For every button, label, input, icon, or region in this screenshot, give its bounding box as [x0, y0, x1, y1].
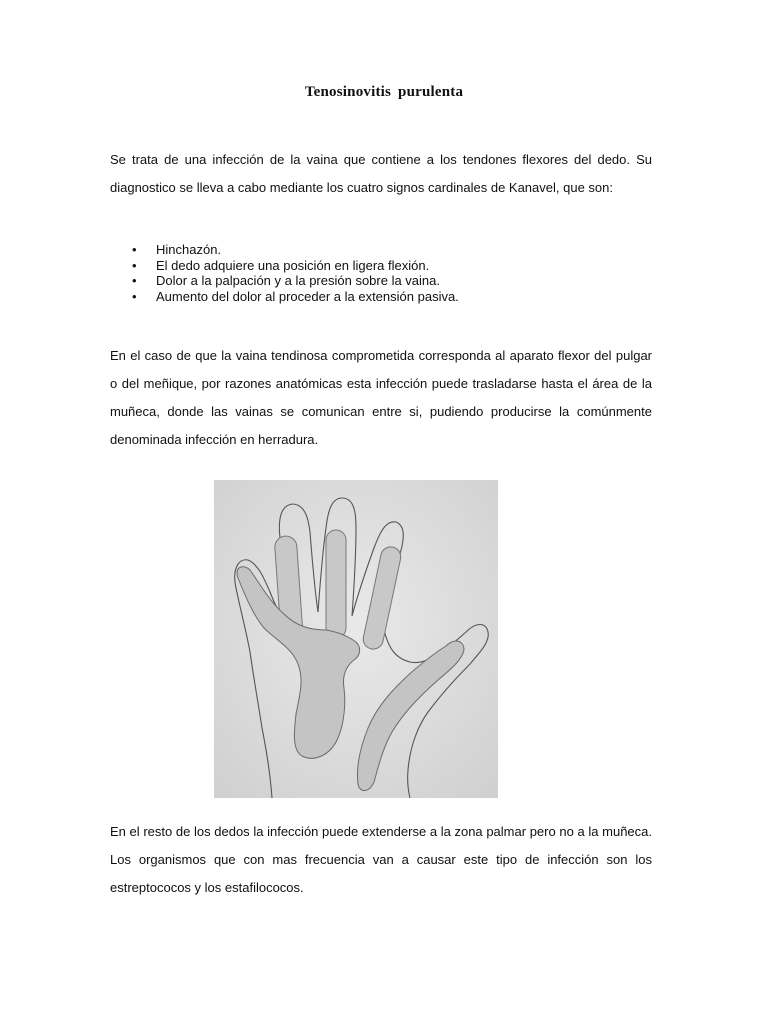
list-item-text: Aumento del dolor al proceder a la extensión pasiva.: [156, 288, 459, 304]
hand-tendon-sheath-drawing: [214, 480, 498, 798]
list-item: [110, 242, 652, 258]
closing-paragraph: En el resto de los dedos la infección puede extenderse a la zona palmar pero no a la muñeca. Los organismos que con mas frecuencia van a causar este tipo de infección son los estreptococos y los estafilococos.: [110, 824, 652, 895]
list-item-text: Hinchazón.: [156, 242, 222, 257]
hand-drawing-icon: [214, 480, 498, 798]
bullet-icon: •: [132, 273, 137, 288]
document-title: Tenosinovitis purulenta: [304, 84, 464, 100]
horseshoe-infection-paragraph: En el caso de que la vaina tendinosa comprometida corresponda al aparato flexor del pulgar o del meñique, por razones anatómicas esta infección puede trasladarse hasta el área de la muñeca, donde las vainas se comunican entre si, pudiendo producirse la comúnmente denominada infección en herradura.: [110, 348, 652, 447]
intro-paragraph: Se trata de una infección de la vaina que contiene a los tendones flexores del dedo. Su diagnostico se lleva a cabo mediante los cuatro signos cardinales de Kanavel, que son:: [110, 152, 652, 195]
list-item: [110, 289, 652, 305]
bullet-icon: •: [132, 257, 137, 273]
bullet-icon: •: [132, 288, 137, 304]
list-item: [110, 258, 652, 274]
list-item-text: Dolor a la palpación y a la presión sobre la vaina.: [156, 273, 441, 288]
list-item: [110, 273, 652, 289]
kanavel-signs-list: [110, 242, 652, 304]
list-item-text: El dedo adquiere una posición en ligera flexión.: [156, 257, 430, 273]
bullet-icon: •: [132, 242, 137, 257]
